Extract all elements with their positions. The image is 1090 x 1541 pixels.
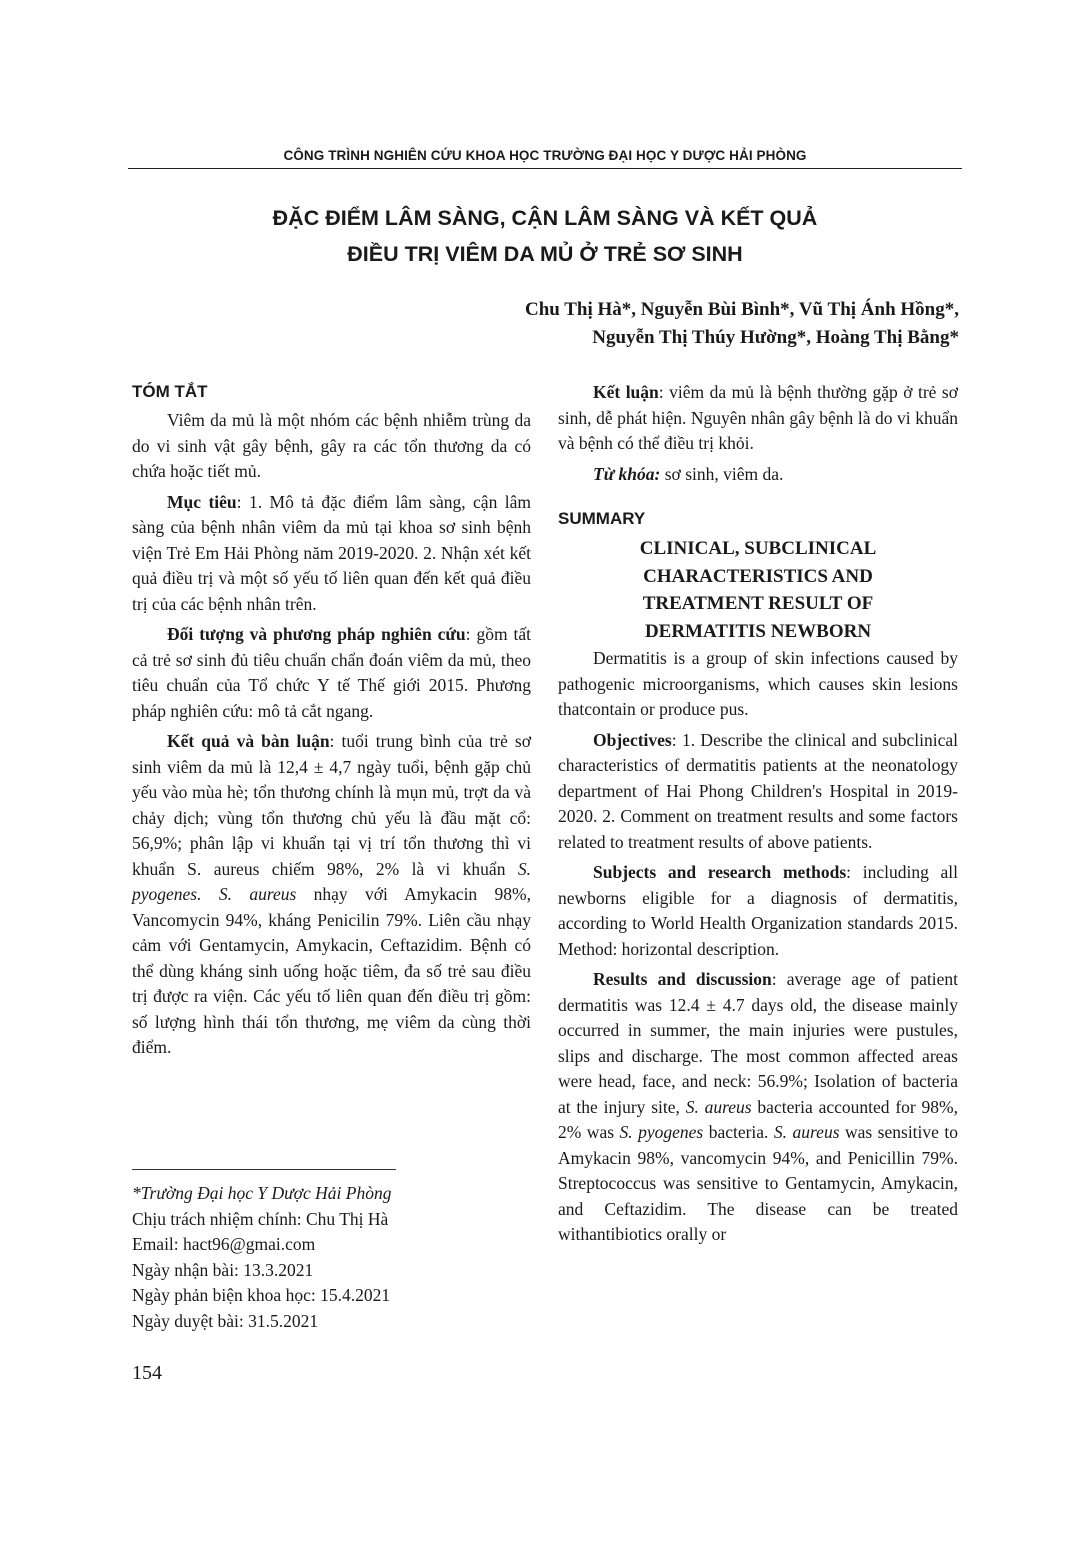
summary-results-text-2: bacteria accounted for 98%, 2% was (558, 1096, 958, 1142)
summary-methods-text: : including all newborns eligible for a diagnosis of dermatitis, according to World Health Organization standards 2015. Method: horizontal description. (558, 862, 958, 959)
methods-text: : gồm tất cả trẻ sơ sinh đủ tiêu chuẩn chẩn đoán viêm da mủ, theo tiêu chuẩn của Tổ chức Y tế Thế giới 2015. Phương pháp nghiên cứu: mô tả cắt ngang. (132, 624, 532, 721)
summary-objectives (558, 728, 958, 856)
objectives-text: : 1. Mô tả đặc điểm lâm sàng, cận lâm sàng của bệnh nhân viêm da mủ tại khoa sơ sinh bệnh viện Trẻ Em Hải Phòng năm 2019-2020. 2. Nhận xét kết quả điều trị và một số yếu tố liên quan đến kết quả điều trị của các bệnh nhân trên. (132, 491, 531, 614)
summary-results-italic-1: S. aureus (685, 1096, 752, 1117)
results-italic: S. pyogenes. S. aureus (132, 858, 531, 904)
summary-title-line-4: DERMATITIS NEWBORN (644, 620, 872, 642)
abstract-methods (132, 622, 531, 724)
methods-label: Đối tượng và phương pháp nghiên cứu (167, 624, 466, 644)
author-list (400, 296, 959, 352)
footnote-affiliation: *Trường Đại học Y Dược Hải Phòng (132, 1183, 392, 1203)
abstract-objectives (132, 490, 531, 618)
footnote-reviewed: Ngày phản biện khoa học: 15.4.2021 (132, 1285, 391, 1305)
journal-header: CÔNG TRÌNH NGHIÊN CỨU KHOA HỌC TRƯỜNG ĐẠI HỌC Y DƯỢC HẢI PHÒNG (283, 148, 807, 163)
abstract-conclusion (558, 380, 958, 457)
authors-line-1: Chu Thị Hà*, Nguyễn Bùi Bình*, Vũ Thị Ánh Hồng*, (524, 299, 959, 320)
footnote (132, 1181, 532, 1334)
title-line-1: ĐẶC ĐIỂM LÂM SÀNG, CẬN LÂM SÀNG VÀ KẾT QUẢ (272, 206, 818, 230)
results-text-2: nhạy với Amykacin 98%, Vancomycin 94%, kháng Penicilin 79%. Liên cầu nhạy cảm với Gentamycin, Amykacin, Ceftazidim. Bệnh có thể dùng kháng sinh uống hoặc tiêm, đa số trẻ sau điều trị được ra viện. Các yếu tố liên quan đến điều trị gồm: số lượng hình thái tổn thương, mẹ viêm da cùng thời điểm. (132, 884, 531, 1057)
summary-objectives-text: : 1. Describe the clinical and subclinical characteristics of dermatitis patients at the neonatology department of Hai Phong Children's Hospital in 2019-2020. 2. Comment on treatment results and some factors related to treatment results of above patients. (558, 729, 958, 852)
summary-title-line-2: CHARACTERISTICS AND (643, 565, 873, 587)
conclusion-label: Kết luận (593, 382, 659, 402)
summary-results-text-3: bacteria. (703, 1122, 774, 1142)
header-rule (128, 168, 962, 169)
summary-title-line-3: TREATMENT RESULT OF (642, 593, 874, 614)
abstract-keywords (558, 462, 958, 488)
summary-methods-label: Subjects and research methods (593, 862, 847, 882)
keywords-label: Từ khóa: (593, 463, 661, 484)
objectives-label: Mục tiêu (167, 491, 237, 512)
footnote-received: Ngày nhận bài: 13.3.2021 (132, 1259, 314, 1280)
footnote-responsible: Chịu trách nhiệm chính: Chu Thị Hà (132, 1208, 389, 1229)
summary-results-text-4: was sensitive to Amykacin 98%, vancomycin 94%, and Penicillin 79%. Streptococcus was sensitive to Gentamycin, Amykacin, and Ceftazidim. The disease can be treated withantibiotics orally or (558, 1122, 959, 1244)
abstract-right-column (558, 380, 958, 1253)
results-label: Kết quả và bàn luận (167, 731, 330, 751)
summary-title (558, 535, 958, 645)
summary-methods (558, 860, 958, 962)
page-number: 154 (132, 1362, 162, 1384)
abstract-intro: Viêm da mủ là một nhóm các bệnh nhiễm trùng da do vi sinh vật gây bệnh, gây ra các tổn thương da có chứa hoặc tiết mủ. (132, 410, 531, 481)
results-text-1: : tuổi trung bình của trẻ sơ sinh viêm da mủ là 12,4 ± 4,7 ngày tuổi, bệnh gặp chủ yếu vào mùa hè; tổn thương chính là mụn mủ, trợt da và chảy dịch; vùng tổn thương chủ yếu là đầu mặt cổ: 56,9%; phân lập vi khuẩn tại vị trí tổn thương thì vi khuẩn S. aureus chiếm 98%, 2% là vi khuẩn (132, 731, 531, 879)
summary-heading: SUMMARY (558, 509, 646, 528)
footnote-accepted: Ngày duyệt bài: 31.5.2021 (132, 1310, 319, 1331)
title-line-2: ĐIỀU TRỊ VIÊM DA MỦ Ở TRẺ SƠ SINH (347, 242, 743, 266)
summary-results-italic-2: S. pyogenes (619, 1122, 704, 1142)
abstract-heading: TÓM TẮT (132, 382, 208, 401)
summary-results-italic-3: S. aureus (773, 1122, 840, 1142)
abstract-vietnamese (132, 380, 531, 1066)
summary-objectives-label: Objectives (593, 729, 672, 750)
summary-intro: Dermatitis is a group of skin infections caused by pathogenic microorganisms, which causes skin lesions thatcontain or produce pus. (558, 648, 958, 719)
footnote-rule (132, 1169, 396, 1170)
conclusion-text: : viêm da mủ là bệnh thường gặp ở trẻ sơ sinh, dễ phát hiện. Nguyên nhân gây bệnh là do vi khuẩn và bệnh có thể điều trị khỏi. (558, 382, 958, 453)
summary-results-text-1: : average age of patient dermatitis was 12.4 ± 4.7 days old, the disease mainly occurred in summer, the main injuries were pustules, slips and discharge. The most common affected areas were head, face, and neck: 56.9%; Isolation of bacteria at the injury site, (558, 969, 958, 1117)
summary-results (558, 967, 958, 1248)
summary-results-label: Results and discussion (593, 969, 772, 989)
summary-title-line-1: CLINICAL, SUBCLINICAL (639, 538, 877, 559)
footnote-email: Email: hact96@gmai.com (132, 1234, 316, 1254)
article-title (128, 200, 962, 272)
abstract-results (132, 729, 531, 1061)
authors-line-2: Nguyễn Thị Thúy Hường*, Hoàng Thị Bằng* (592, 327, 959, 348)
keywords-text: sơ sinh, viêm da. (660, 463, 784, 484)
